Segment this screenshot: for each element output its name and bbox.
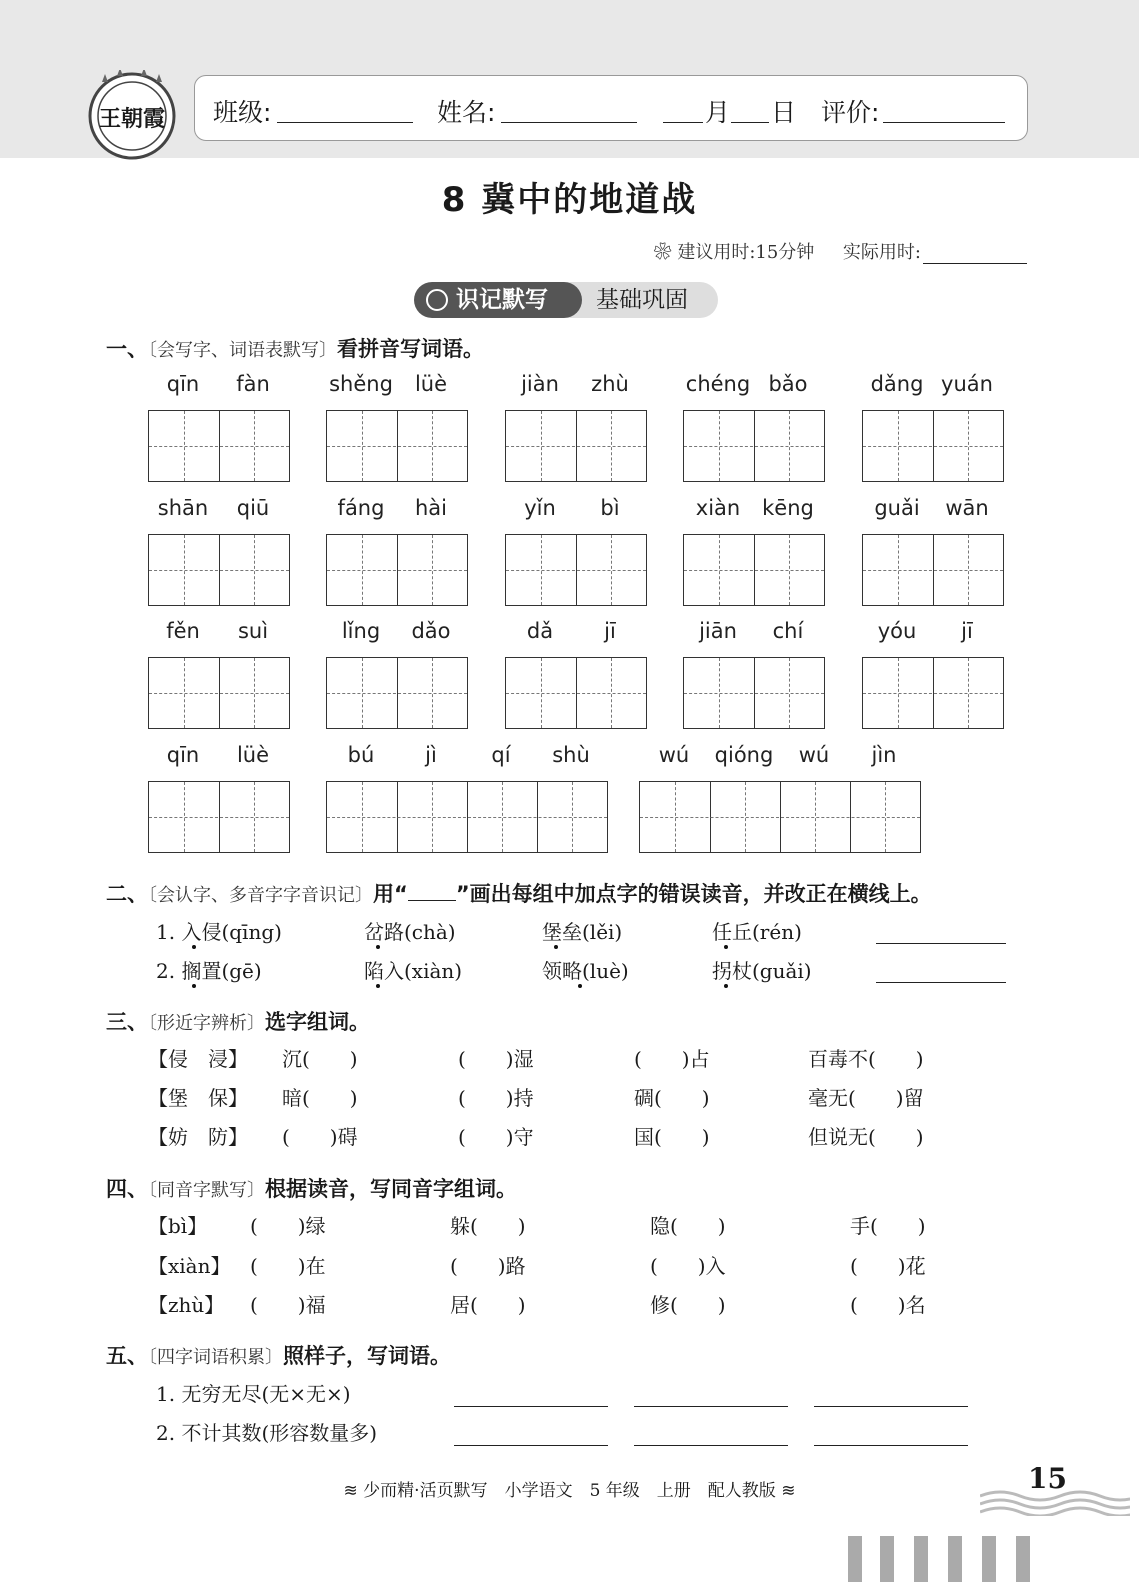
q2-text-before: 用“ bbox=[373, 882, 408, 906]
pinyin-syllable: guǎi bbox=[874, 496, 920, 520]
pinyin-syllable: fáng bbox=[337, 496, 385, 520]
q2-option: 岔路(chà) bbox=[364, 920, 456, 944]
q4-item: 【bì】 bbox=[148, 1214, 208, 1238]
word-grid[interactable] bbox=[862, 657, 1004, 729]
pinyin-syllable: chí bbox=[772, 619, 804, 643]
pinyin-syllable: wú bbox=[798, 743, 830, 767]
pinyin-syllable: hài bbox=[414, 496, 447, 520]
q4-item[interactable]: 隐( ) bbox=[650, 1214, 726, 1238]
grid-guide bbox=[149, 817, 289, 818]
q4-item[interactable]: 手( ) bbox=[850, 1214, 926, 1238]
emphasis-dot bbox=[724, 945, 728, 949]
pinyin-syllable: zhù bbox=[591, 372, 629, 396]
q4-item[interactable]: ( )名 bbox=[850, 1293, 926, 1317]
section-title-text: 识记默写 bbox=[456, 287, 548, 313]
q5-answer-line[interactable] bbox=[454, 1406, 608, 1407]
q3-item[interactable]: ( )碍 bbox=[282, 1125, 358, 1149]
q5-answer-line[interactable] bbox=[814, 1406, 968, 1407]
q4-item[interactable]: ( )福 bbox=[250, 1293, 326, 1317]
grid-guide bbox=[327, 446, 467, 447]
question-2-heading bbox=[106, 878, 932, 908]
q3-text: 选字组词。 bbox=[265, 1010, 370, 1034]
time-info bbox=[654, 238, 1027, 264]
pinyin-syllable: yuán bbox=[941, 372, 993, 396]
pinyin-syllable: yǐn bbox=[524, 496, 556, 520]
section-subtitle: 基础巩固 bbox=[564, 282, 718, 318]
pinyin-syllable: bì bbox=[600, 496, 620, 520]
pinyin-syllable: suì bbox=[237, 619, 269, 643]
pinyin-syllable: lüè bbox=[236, 743, 270, 767]
q3-item[interactable]: 百毒不( ) bbox=[808, 1047, 924, 1071]
pinyin-syllable: yóu bbox=[877, 619, 917, 643]
word-grid[interactable] bbox=[326, 657, 468, 729]
q2-option: 1. 入侵(qīng) bbox=[156, 920, 282, 944]
page-number: 15 bbox=[1028, 1462, 1067, 1495]
emphasis-dot bbox=[376, 945, 380, 949]
edge-marker bbox=[1016, 1536, 1030, 1582]
pinyin-syllable: wú bbox=[658, 743, 690, 767]
grid-guide bbox=[684, 693, 824, 694]
q2-option: 2. 搁置(gē) bbox=[156, 959, 262, 983]
q3-item: 【妨 防】 bbox=[148, 1125, 248, 1149]
pinyin-syllable: shān bbox=[157, 496, 209, 520]
q5-answer-line[interactable] bbox=[634, 1406, 788, 1407]
word-grid[interactable] bbox=[326, 534, 468, 606]
student-info-box bbox=[194, 75, 1028, 141]
brand-logo bbox=[84, 70, 180, 160]
name-input[interactable] bbox=[501, 122, 637, 123]
emphasis-dot bbox=[554, 945, 558, 949]
pinyin-syllable: dǎ bbox=[526, 619, 554, 643]
q5-answer-line[interactable] bbox=[634, 1445, 788, 1446]
pinyin-syllable: jī bbox=[961, 619, 973, 643]
q2-underline-sample bbox=[408, 899, 456, 901]
question-4-heading bbox=[106, 1173, 517, 1203]
word-grid[interactable] bbox=[683, 657, 825, 729]
q2-option: 领略(luè) bbox=[542, 959, 629, 983]
grid-guide bbox=[149, 446, 289, 447]
grid-guide bbox=[327, 570, 467, 571]
q4-item[interactable]: ( )花 bbox=[850, 1254, 926, 1278]
evaluation-input[interactable] bbox=[883, 122, 1005, 123]
pinyin-syllable: qí bbox=[491, 743, 511, 767]
pinyin-syllable: lüè bbox=[414, 372, 448, 396]
pinyin-syllable: jiàn bbox=[521, 372, 559, 396]
actual-time-label: 实际用时: bbox=[842, 242, 921, 263]
grid-guide bbox=[149, 693, 289, 694]
q3-item[interactable]: 碉( ) bbox=[634, 1086, 710, 1110]
q4-text: 根据读音，写同音字组词。 bbox=[265, 1177, 517, 1201]
q2-option: 陷入(xiàn) bbox=[364, 959, 463, 983]
evaluation-label: 评价: bbox=[821, 98, 880, 127]
word-grid[interactable] bbox=[148, 534, 290, 606]
q2-option: 拐杖(guǎi) bbox=[712, 959, 812, 983]
q5-number: 五、 bbox=[106, 1344, 148, 1368]
pinyin-syllable: chéng bbox=[685, 372, 751, 396]
name-label: 姓名: bbox=[437, 98, 496, 127]
grid-guide bbox=[863, 446, 1003, 447]
word-grid[interactable] bbox=[148, 657, 290, 729]
word-grid[interactable] bbox=[862, 410, 1004, 482]
day-input[interactable] bbox=[731, 122, 769, 123]
edge-marker bbox=[848, 1536, 862, 1582]
emphasis-dot bbox=[724, 984, 728, 988]
q5-answer-line[interactable] bbox=[454, 1445, 608, 1446]
q2-tag: 〔会认字、多音字字音识记〕 bbox=[148, 885, 373, 906]
pinyin-syllable: fěn bbox=[166, 619, 200, 643]
word-grid[interactable] bbox=[148, 781, 290, 853]
month-input[interactable] bbox=[663, 122, 703, 123]
suggest-time-icon: ❀ bbox=[653, 242, 672, 263]
q1-number: 一、 bbox=[106, 337, 148, 361]
q2-option: 堡垒(lěi) bbox=[542, 920, 623, 944]
q5-answer-line[interactable] bbox=[814, 1445, 968, 1446]
q5-tag: 〔四字词语积累〕 bbox=[148, 1347, 283, 1368]
pinyin-syllable: qiū bbox=[236, 496, 270, 520]
grid-guide bbox=[327, 693, 467, 694]
q3-item[interactable]: ( )持 bbox=[458, 1086, 534, 1110]
pinyin-syllable: jī bbox=[604, 619, 616, 643]
grid-guide bbox=[327, 817, 607, 818]
q3-item[interactable]: 国( ) bbox=[634, 1125, 710, 1149]
question-3-heading bbox=[106, 1006, 370, 1036]
pinyin-syllable: xiàn bbox=[695, 496, 741, 520]
grid-guide bbox=[506, 446, 646, 447]
question-1-heading bbox=[106, 333, 484, 363]
q3-number: 三、 bbox=[106, 1010, 148, 1034]
grid-guide bbox=[149, 570, 289, 571]
grid-guide bbox=[640, 817, 920, 818]
q5-example: 1. 无穷无尽(无×无×) bbox=[156, 1382, 351, 1406]
word-grid[interactable] bbox=[505, 534, 647, 606]
word-grid[interactable] bbox=[862, 534, 1004, 606]
suggested-time: 建议用时:15分钟 bbox=[677, 242, 815, 263]
q4-item: 【xiàn】 bbox=[148, 1254, 231, 1278]
actual-time-input[interactable] bbox=[923, 262, 1027, 264]
grid-guide bbox=[863, 693, 1003, 694]
pinyin-syllable: fàn bbox=[236, 372, 270, 396]
q1-tag: 〔会写字、词语表默写〕 bbox=[148, 340, 337, 361]
question-5-heading bbox=[106, 1340, 451, 1370]
q3-item[interactable]: ( )占 bbox=[634, 1047, 710, 1071]
q2-option: 任丘(rén) bbox=[712, 920, 802, 944]
pinyin-syllable: bú bbox=[347, 743, 375, 767]
pinyin-syllable: shěng bbox=[329, 372, 393, 396]
q3-item[interactable]: ( )守 bbox=[458, 1125, 534, 1149]
grid-guide bbox=[684, 446, 824, 447]
edge-marker bbox=[948, 1536, 962, 1582]
q3-tag: 〔形近字辨析〕 bbox=[148, 1013, 265, 1034]
page-wave-decoration bbox=[980, 1486, 1130, 1516]
word-grid[interactable] bbox=[326, 781, 608, 853]
q4-item: 【zhù】 bbox=[148, 1293, 225, 1317]
q4-item[interactable]: ( )绿 bbox=[250, 1214, 326, 1238]
q2-text-after: ”画出每组中加点字的错误读音，并改正在横线上。 bbox=[455, 882, 932, 906]
edge-marker bbox=[914, 1536, 928, 1582]
grid-guide bbox=[684, 570, 824, 571]
pinyin-syllable: shù bbox=[552, 743, 590, 767]
pinyin-syllable: dǎng bbox=[870, 372, 924, 396]
emphasis-dot bbox=[192, 984, 196, 988]
word-grid[interactable] bbox=[148, 410, 290, 482]
page-title: 8 冀中的地道战 bbox=[441, 180, 698, 220]
q2-answer-line[interactable] bbox=[876, 982, 1006, 983]
word-grid[interactable] bbox=[683, 410, 825, 482]
q4-item[interactable]: ( )入 bbox=[650, 1254, 726, 1278]
q2-answer-line[interactable] bbox=[876, 943, 1006, 944]
word-grid[interactable] bbox=[505, 657, 647, 729]
q3-item[interactable]: 暗( ) bbox=[282, 1086, 358, 1110]
class-label: 班级: bbox=[213, 98, 272, 127]
q2-number: 二、 bbox=[106, 882, 148, 906]
q4-item[interactable]: ( )在 bbox=[250, 1254, 326, 1278]
q4-item[interactable]: 居( ) bbox=[450, 1293, 526, 1317]
q4-tag: 〔同音字默写〕 bbox=[148, 1180, 265, 1201]
pinyin-syllable: qīn bbox=[166, 743, 200, 767]
grid-guide bbox=[506, 570, 646, 571]
q3-item[interactable]: ( )湿 bbox=[458, 1047, 534, 1071]
grid-guide bbox=[863, 570, 1003, 571]
logo-text: 王朝霞 bbox=[98, 106, 165, 132]
q4-item[interactable]: ( )路 bbox=[450, 1254, 526, 1278]
word-grid[interactable] bbox=[326, 410, 468, 482]
q5-text: 照样子，写词语。 bbox=[283, 1344, 451, 1368]
emphasis-dot bbox=[192, 945, 196, 949]
pinyin-syllable: bǎo bbox=[768, 372, 808, 396]
class-input[interactable] bbox=[277, 122, 413, 123]
q4-item[interactable]: 躲( ) bbox=[450, 1214, 526, 1238]
medal-icon bbox=[426, 289, 448, 311]
q3-item[interactable]: 但说无( ) bbox=[808, 1125, 924, 1149]
q5-example: 2. 不计其数(形容数量多) bbox=[156, 1421, 378, 1445]
section-title bbox=[414, 282, 582, 318]
q4-number: 四、 bbox=[106, 1177, 148, 1201]
q1-text: 看拼音写词语。 bbox=[337, 337, 484, 361]
word-grid[interactable] bbox=[505, 410, 647, 482]
q3-item[interactable]: 沉( ) bbox=[282, 1047, 358, 1071]
day-label: 日 bbox=[771, 98, 797, 127]
word-grid[interactable] bbox=[683, 534, 825, 606]
pinyin-syllable: kēng bbox=[762, 496, 814, 520]
edge-marker bbox=[982, 1536, 996, 1582]
footer-text: ≋ 少而精·活页默写 小学语文 5 年级 上册 配人教版 ≋ bbox=[343, 1481, 796, 1501]
grid-guide bbox=[506, 693, 646, 694]
edge-marker bbox=[880, 1536, 894, 1582]
q3-item: 【堡 保】 bbox=[148, 1086, 248, 1110]
emphasis-dot bbox=[376, 984, 380, 988]
pinyin-syllable: lǐng bbox=[341, 619, 381, 643]
pinyin-syllable: qīn bbox=[166, 372, 200, 396]
word-grid[interactable] bbox=[639, 781, 921, 853]
pinyin-syllable: jì bbox=[425, 743, 437, 767]
emphasis-dot bbox=[578, 984, 582, 988]
pinyin-syllable: dǎo bbox=[411, 619, 451, 643]
q3-item[interactable]: 毫无( )留 bbox=[808, 1086, 924, 1110]
pinyin-syllable: qióng bbox=[714, 743, 774, 767]
pinyin-syllable: jìn bbox=[871, 743, 897, 767]
pinyin-syllable: wān bbox=[945, 496, 989, 520]
q4-item[interactable]: 修( ) bbox=[650, 1293, 726, 1317]
month-label: 月 bbox=[705, 98, 731, 127]
q3-item: 【侵 浸】 bbox=[148, 1047, 248, 1071]
pinyin-syllable: jiān bbox=[699, 619, 737, 643]
